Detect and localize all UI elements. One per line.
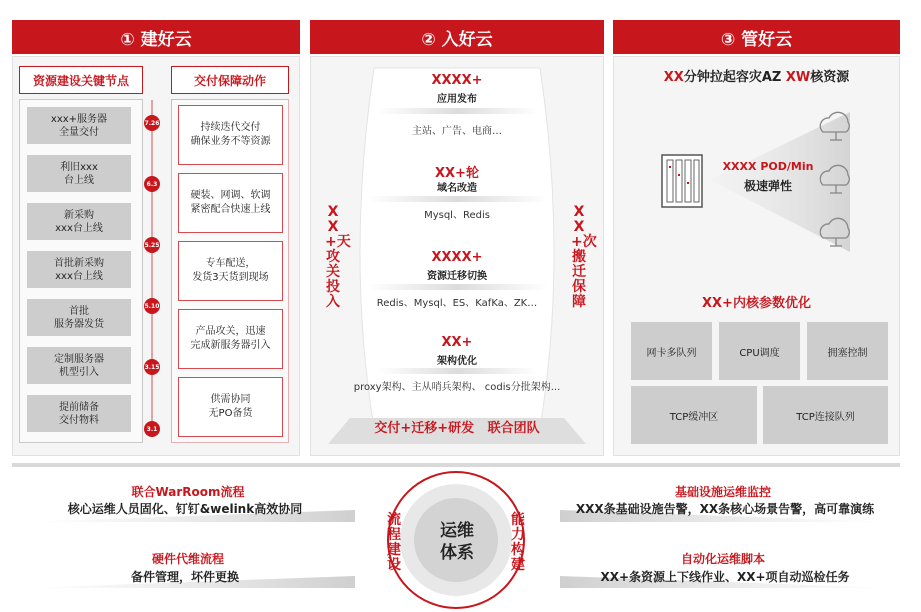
step-band [368, 284, 548, 290]
ops-center-line: 运维 [440, 521, 474, 541]
ops-left-title: 联合WarRoom流程 [131, 485, 245, 499]
action-line: 完成新服务器引入 [190, 340, 271, 351]
timeline-date: 5.10 [144, 298, 160, 314]
step-band [368, 196, 548, 202]
ops-right-title: 自动化运维脚本 [680, 552, 765, 566]
section-title: ② 入好云 [421, 29, 493, 50]
step-head: XXXX+ [431, 250, 483, 265]
step-band [378, 368, 538, 374]
ops-left-arc-label: 流程建设 [387, 512, 401, 573]
step-band [378, 108, 538, 114]
section-title: ③ 管好云 [720, 29, 793, 50]
action-line: 硬装、网调、软调 [190, 190, 271, 201]
node-line: 机型引入 [59, 366, 99, 378]
action-box [178, 241, 283, 301]
timeline-line [151, 100, 153, 436]
section-header-enter [310, 20, 604, 54]
right-vertical-label: XX+次搬迁保障 [571, 204, 597, 310]
node-line: 台上线 [64, 174, 94, 186]
node-line: 新采购 [64, 209, 94, 221]
node-line: 首批 [69, 305, 89, 317]
node-line: 服务器发货 [54, 318, 104, 330]
node-box [27, 251, 131, 288]
kernel-item: TCP缓冲区 [631, 386, 757, 444]
step-head: XX+轮 [435, 166, 479, 181]
timeline-date: 5.25 [144, 237, 160, 253]
nodes-column [19, 99, 143, 443]
step-sub: 架构优化 [437, 356, 477, 367]
ops-right-arc-label: 能力构建 [511, 512, 525, 573]
ops-right-text: XXX条基础设施告警，XX条核心场景告警，高可靠演练 [575, 502, 875, 516]
nodes-header [19, 66, 143, 94]
action-line: 供需协同 [210, 394, 251, 405]
node-line: 交付物料 [59, 414, 99, 426]
section-header-build [12, 20, 300, 54]
node-box [27, 155, 131, 192]
step-items: proxy架构、主从哨兵架构、 codis分批架构... [353, 382, 561, 393]
node-box [27, 299, 131, 336]
manage-top-title [613, 66, 900, 85]
node-line: xxx+服务器 [50, 113, 108, 125]
bottom-divider [12, 463, 900, 467]
node-line: 首批新采购 [54, 257, 104, 269]
title-part: 核资源 [810, 70, 850, 85]
pod-rate: XXXX POD/Min [722, 160, 814, 173]
title-part: XW [785, 70, 811, 85]
step-head: XX+ [441, 335, 473, 350]
node-line: 提前储备 [59, 401, 99, 413]
node-line: xxx台上线 [55, 270, 103, 282]
action-line: 紧密配合快速上线 [190, 204, 271, 215]
ops-left-text: 备件管理，坏件更换 [130, 570, 239, 584]
step-head: XXXX+ [431, 73, 483, 88]
kernel-item: TCP连接队列 [763, 386, 888, 444]
title-part: 分钟拉起容灾AZ [683, 70, 786, 85]
actions-header [171, 66, 289, 94]
ops-right-title: 基础设施运维监控 [674, 485, 771, 499]
actions-header-label: 交付保障动作 [193, 73, 266, 88]
section-title: ① 建好云 [120, 29, 192, 50]
action-line: 持续迭代交付 [200, 122, 261, 133]
step-sub: 资源迁移切换 [427, 271, 487, 282]
step-sub: 应用发布 [437, 94, 477, 105]
node-line: 利旧xxx [60, 161, 98, 173]
action-box [178, 105, 283, 165]
step-items: 主站、广告、电商… [412, 126, 502, 137]
kernel-item: 拥塞控制 [807, 322, 888, 380]
action-box [178, 309, 283, 369]
elastic-label: 极速弹性 [743, 179, 792, 193]
action-line: 确保业务不等资源 [190, 136, 271, 147]
kernel-item: CPU调度 [719, 322, 800, 380]
action-line: 无PO备货 [208, 408, 253, 419]
step-items: Mysql、Redis [424, 210, 490, 221]
node-line: 定制服务器 [54, 353, 104, 365]
left-vertical-label: XX+天攻关投入 [325, 204, 351, 310]
action-line: 专车配送， [205, 258, 256, 269]
node-box [27, 347, 131, 384]
section-header-manage [613, 20, 900, 54]
node-line: xxx台上线 [55, 222, 103, 234]
kernel-item: 网卡多队列 [631, 322, 712, 380]
timeline-date: 7.26 [144, 115, 160, 131]
timeline-date: 3.15 [144, 359, 160, 375]
node-line: 全量交付 [59, 126, 99, 138]
node-box [27, 107, 131, 144]
action-line: 产品攻关，迅速 [195, 326, 266, 337]
ops-center [422, 520, 492, 564]
timeline-date: 6.3 [144, 176, 160, 192]
node-box [27, 203, 131, 240]
node-box [27, 395, 131, 432]
title-part: XX [663, 70, 684, 85]
nodes-header-label: 资源建设关键节点 [32, 73, 129, 88]
enter-footer: 交付+迁移+研发 联合团队 [374, 421, 540, 436]
ops-left-text: 核心运维人员固化、钉钉&welink高效协同 [67, 502, 303, 516]
actions-column [171, 99, 289, 443]
step-sub: 域名改造 [437, 183, 477, 194]
action-box [178, 173, 283, 233]
kernel-title: XX+内核参数优化 [702, 296, 811, 311]
server-rack-icon [662, 155, 702, 207]
action-box [178, 377, 283, 437]
timeline-date: 3.1 [144, 421, 160, 437]
action-line: 发货3天货到现场 [192, 272, 269, 283]
ops-center-line: 体系 [440, 543, 474, 563]
ops-right-text: XX+条资源上下线作业、XX+项自动巡检任务 [600, 570, 850, 584]
step-items: Redis、Mysql、ES、KafKa、ZK… [376, 298, 538, 309]
ops-left-title: 硬件代维流程 [151, 552, 224, 566]
